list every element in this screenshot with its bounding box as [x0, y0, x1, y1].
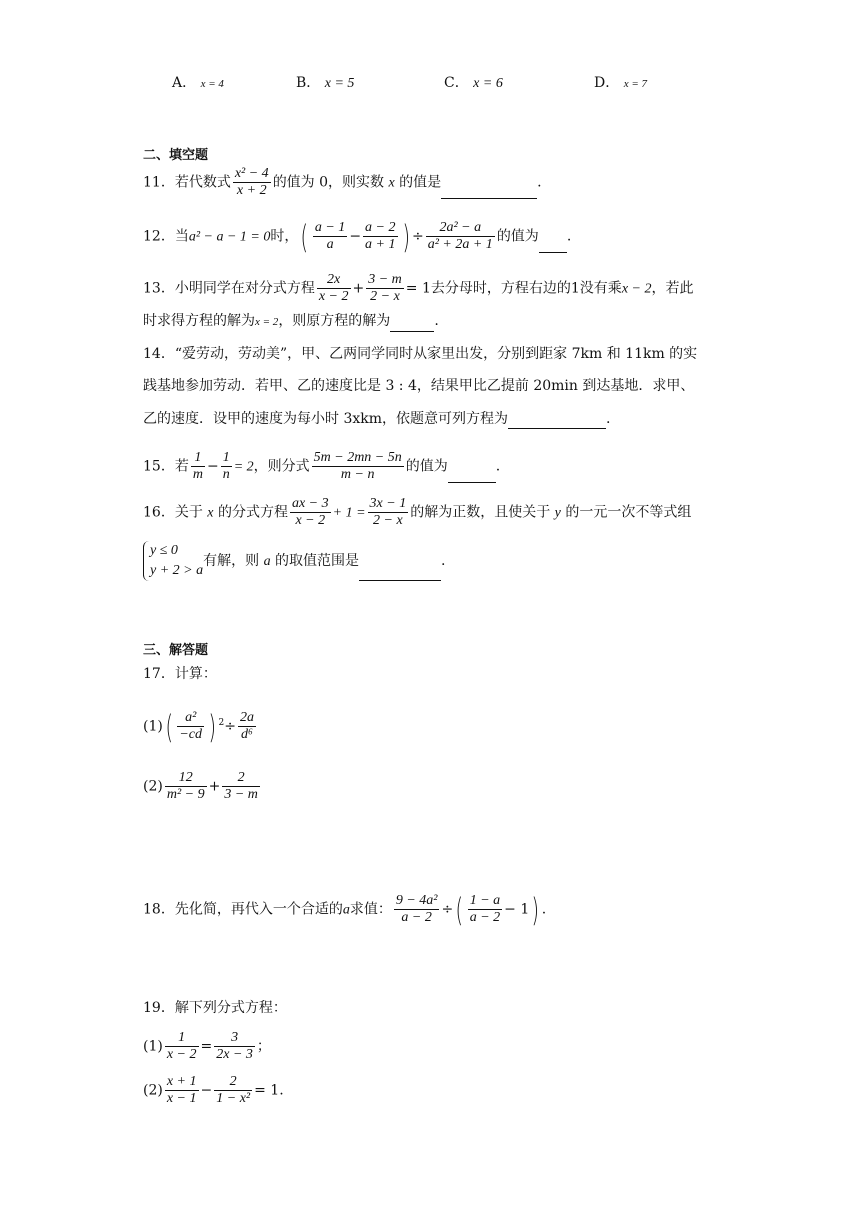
question-17-part1: (1)( $\frac{\text{a²}}{-cd}$ ) $^2$÷ $\frac{2a}{\text{d⁶}}$ [143, 707, 254, 746]
question-16: 16．关于 x 的分式方程 $\frac{ax - 3}{x - 2}$ + 1 = $\frac{3x - 1}{2 - x}$ 的解为正数，且使关于 y 的一元一次不等式组 [143, 496, 692, 528]
choice-d: D． x = 7 [594, 75, 647, 91]
question-14-line3: 乙的速度．设甲的速度为每小时 3xkm，依题意可列方程为 . [143, 411, 611, 427]
question-18: 18．先化简，再代入一个合适的a求值： $\frac{\text{9 − 4a²}}{a - 2}$ ÷( $\frac{1 - a}{a - 2}$ − 1) . [143, 890, 547, 929]
inequality-system: y ≤ 0 y + 2 > a [143, 541, 203, 581]
question-19-part2: (2) $\frac{x + 1}{x - 1}$ − $\frac{2}{\text{1 − x²}}$ = 1. [143, 1074, 284, 1106]
choice-b: B． x = 5 [296, 75, 355, 91]
question-13-line2: 时求得方程的解为x = 2，则原方程的解为 . [143, 311, 439, 332]
answer-blank[interactable] [539, 238, 567, 253]
answer-blank[interactable] [508, 414, 606, 429]
answer-blank[interactable] [359, 566, 441, 581]
q11-fraction: $\frac{\text{x² − 4}}{x + 2}$ [234, 166, 269, 198]
answer-blank[interactable] [441, 184, 537, 199]
question-15: 15．若 $\frac{1}{m}$ − $\frac{1}{n}$ = 2，则分式 $\frac{5m - 2mn - 5n}{m - n}$ 的值为 . [143, 450, 501, 482]
question-16-line2: y ≤ 0 y + 2 > a 有解，则 a 的取值范围是 . [143, 541, 445, 581]
question-17-part2: (2) $\frac{12}{\text{m² − 9}}$ + $\frac{2}{3 - m}$ [143, 770, 258, 802]
section-title-fill-in: 二、填空题 [143, 148, 209, 163]
question-14-line2: 践基地参加劳动．若甲、乙的速度比是 3 : 4，结果甲比乙提前 20min 到达基地．求甲、 [143, 378, 695, 394]
answer-blank[interactable] [448, 468, 496, 483]
question-17: 17．计算： [143, 666, 217, 682]
answer-blank[interactable] [390, 317, 434, 332]
question-19: 19．解下列分式方程： [143, 1000, 287, 1016]
question-19-part1: (1) $\frac{1}{x - 2}$ = $\frac{3}{2x - 3}$ ； [143, 1030, 271, 1062]
choice-c: C． x = 6 [444, 75, 503, 91]
choice-a: A． x = 4 [172, 75, 224, 91]
question-11: 11．若代数式 $\frac{\text{x² − 4}}{x + 2}$ 的值为 0，则实数 x 的值是 . [143, 166, 542, 198]
question-12: 12．当a² − a − 1 = 0时，( $\frac{a - 1}{a}$ − $\frac{a - 2}{a + 1}$ ) ÷ $\frac{\text{2a² − a}}{\text{a² + 2a + 1}}$ 的值为 . [143, 217, 572, 256]
section-title-solve: 三、解答题 [143, 643, 209, 658]
question-14: 14．“爱劳动，劳动美”，甲、乙两同学同时从家里出发，分别到距家 7km 和 11km 的实 [143, 346, 698, 362]
question-13: 13．小明同学在对分式方程 $\frac{2x}{x - 2}$ + $\frac{3 - m}{2 - x}$ = 1去分母时，方程右边的1没有乘x − 2，若此 [143, 272, 694, 304]
